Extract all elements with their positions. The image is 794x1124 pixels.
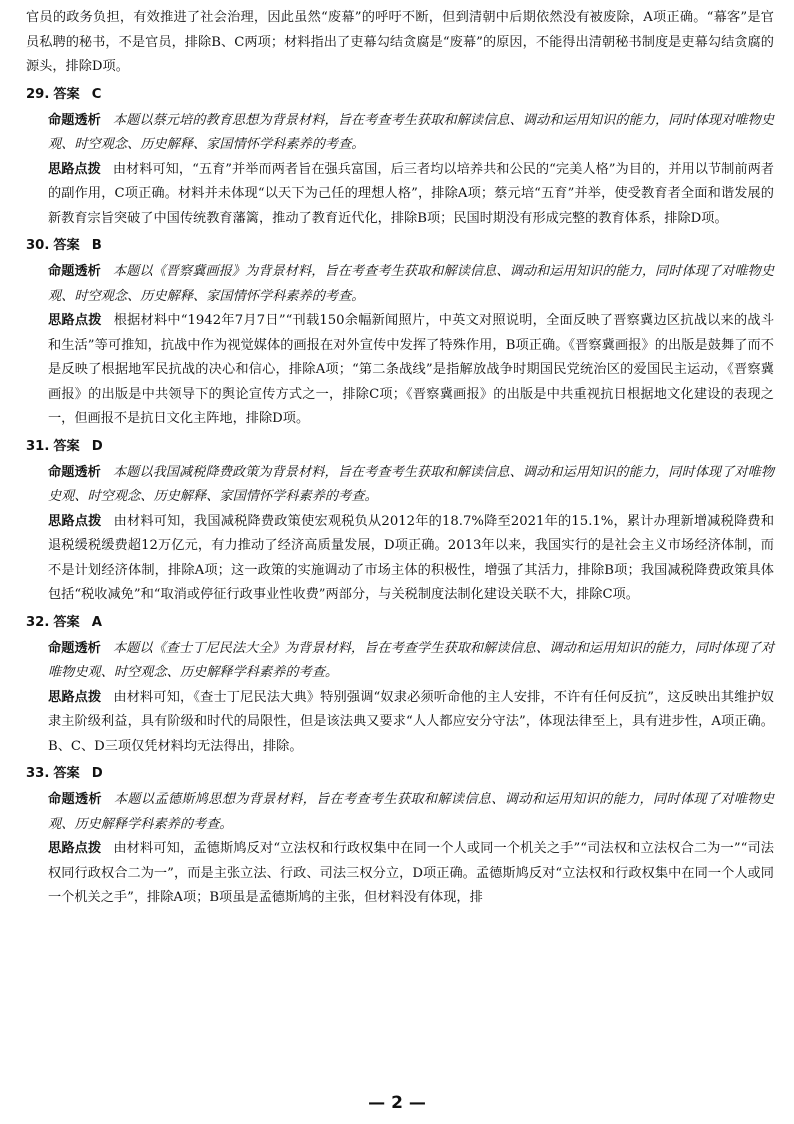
answer-label: 答案 [53,438,80,454]
analysis-text: 本题以《晋察冀画报》为背景材料，旨在考查考生获取和解读信息、调动和运用知识的能力，同时体现了对唯物史观、时空观念、历史解释、家国情怀学科素养的考查。 [48,264,775,304]
analysis-label: 命题透析 [48,640,101,656]
hint-text: 由材料可知，孟德斯鸠反对“立法权和行政权集中在同一个人或同一个机关之手”“司法权和立法权合二为一”“司法权同行政权合二为一”，而是主张立法、行政、司法三权分立，D项正确。孟德斯鸠反对“立法权和行政权集中在同一个人或同一个机关之手”，排除A项；B项虽是孟德斯鸠的主张，但材料没有体现，排 [48,841,774,905]
hint-label: 思路点拨 [48,689,102,705]
hint-paragraph [48,158,774,232]
analysis-label: 命题透析 [48,792,102,807]
question-header [26,82,774,108]
answer-label: 答案 [53,766,80,781]
analysis-paragraph [48,260,774,309]
hint-text: 由材料可知，《查士丁尼民法大典》特别强调“奴隶必须听命他的主人安排，不许有任何反抗”，这反映出其维护奴隶主阶级利益，具有阶级和时代的局限性，但是该法典又要求“人人都应安分守法”，体现法律至上，具有进步性，A项正确。B、C、D三项仅凭材料均无法得出，排除。 [48,689,774,754]
analysis-paragraph [48,637,774,686]
intro-paragraph: 官员的政务负担，有效推进了社会治理，因此虽然“废幕”的呼吁不断，但到清朝中后期依然没有被废除，A项正确。“幕客”是官员私聘的秘书，不是官员，排除B、C两项；材料指出了吏幕勾结贪腐是“废幕”的原因，不能得出清朝秘书制度是吏幕勾结贪腐的源头，排除D项。 [26,10,774,74]
question-header [26,610,774,636]
answer-letter: B [91,238,102,253]
analysis-label: 命题透析 [48,264,101,279]
analysis-text: 本题以《查士丁尼民法大全》为背景材料，旨在考查学生获取和解读信息、调动和运用知识的能力，同时体现了对唯物史观、时空观念、历史解释学科素养的考查。 [48,640,775,680]
question-header [26,761,774,787]
answer-letter: A [91,614,102,630]
question-number: 29. [26,86,50,102]
hint-label: 思路点拨 [48,513,102,529]
analysis-paragraph [48,788,774,837]
question-number: 31. [26,438,50,454]
question-item [26,610,774,760]
hint-label: 思路点拨 [48,841,102,856]
question-list [26,82,774,911]
hint-paragraph [48,309,774,432]
analysis-text: 本题以孟德斯鸠思想为背景材料，旨在考查考生获取和解读信息、调动和运用知识的能力，同时体现了对唯物史观、历史解释学科素养的考查。 [48,792,775,832]
hint-paragraph [48,510,774,608]
question-number: 33. [26,766,50,781]
hint-text: 由材料可知，我国减税降费政策使宏观税负从2012年的18.7%降至2021年的15.1%，累计办理新增减税降费和退税缓税缓费超12万亿元，有力推动了经济高质量发展，D项正确。2013年以来，我国实行的是社会主义市场经济体制，而不是计划经济体制，排除A项；这一政策的实施调动了市场主体的积极性，增强了其活力，排除B项；我国减税降费政策具体包括“税收减免”和“取消或停征行政事业性收费”两部分，与关税制度法制化建设关联不大，排除C项。 [48,513,775,602]
question-header [26,233,774,259]
page-number: — 2 — [368,1093,426,1113]
analysis-paragraph [48,461,774,510]
analysis-paragraph [48,109,774,158]
hint-paragraph [48,686,774,760]
question-item [26,82,774,232]
question-item [26,233,774,432]
question-number: 30. [26,238,50,253]
hint-label: 思路点拨 [48,161,101,177]
hint-text: 由材料可知，“五育”并举而两者旨在强兵富国，后三者均以培养共和公民的“完美人格”为目的，并用以节制前两者的副作用，C项正确。材料并未体现“以天下为己任的理想人格”，排除A项；蔡元培“五育”并举，使受教育者全面和谐发展的新教育宗旨突破了中国传统教育藩篱，推动了教育近代化，排除B项；民国时期没有形成完整的教育体系，排除D项。 [48,161,774,226]
analysis-label: 命题透析 [48,464,101,480]
question-item [26,434,774,608]
answer-label: 答案 [53,614,80,630]
hint-paragraph [48,837,774,911]
answer-label: 答案 [53,238,80,253]
question-number: 32. [26,614,50,630]
answer-letter: D [91,766,103,781]
answer-letter: D [91,438,103,454]
hint-label: 思路点拨 [48,313,102,328]
analysis-text: 本题以我国减税降费政策为背景材料，旨在考查考生获取和解读信息、调动和运用知识的能力，同时体现了对唯物史观、时空观念、历史解释、家国情怀学科素养的考查。 [48,464,775,504]
hint-text: 根据材料中“1942年7月7日”“刊载150余幅新闻照片，中英文对照说明，全面反映了晋察冀边区抗战以来的战斗和生活”等可推知，抗战中作为视觉媒体的画报在对外宣传中发挥了特殊作用，B项正确。《晋察冀画报》的出版是鼓舞了而不是反映了根据地军民抗战的决心和信心，排除A项；“第二条战线”是指解放战争时期国民党统治区的爱国民主运动，《晋察冀画报》的出版是中共领导下的舆论宣传方式之一，排除C项；《晋察冀画报》的出版是中共重视抗日根据地文化建设的表现之一，但画报不是抗日文化主阵地，排除D项。 [48,313,775,426]
analysis-label: 命题透析 [48,112,101,128]
analysis-text: 本题以蔡元培的教育思想为背景材料，旨在考查考生获取和解读信息、调动和运用知识的能力，同时体现对唯物史观、时空观念、历史解释、家国情怀学科素养的考查。 [48,112,775,152]
answer-label: 答案 [53,86,80,102]
answer-letter: C [91,86,102,102]
document-page [26,6,774,911]
question-header [26,434,774,460]
question-item [26,761,774,911]
